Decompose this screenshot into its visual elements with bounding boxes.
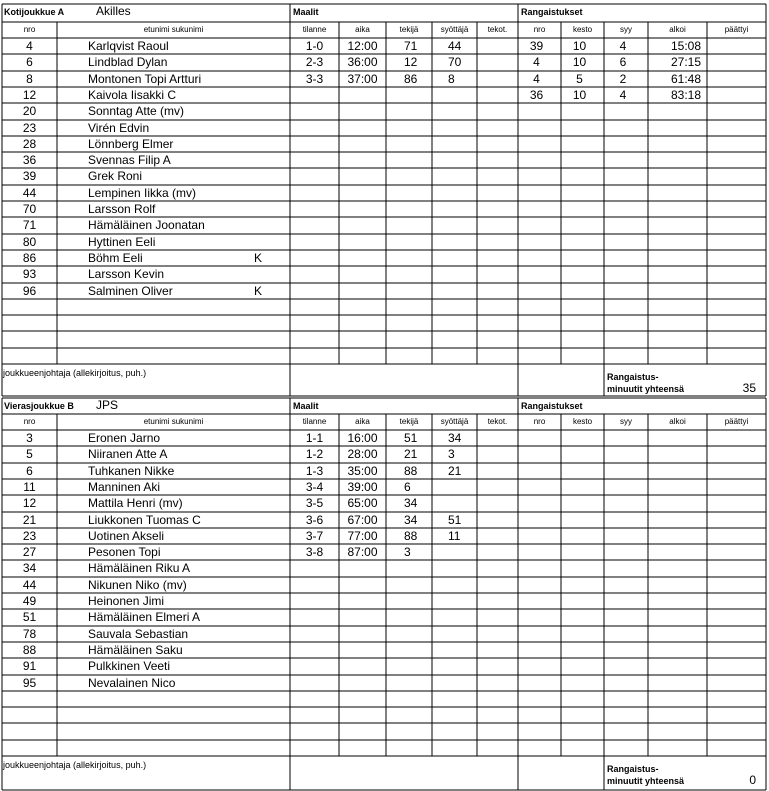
team-leader-signature-label: joukkueenjohtaja (allekirjoitus, puh.) (3, 760, 147, 770)
col-header-goal: syöttäjä (440, 25, 469, 34)
player-number: 71 (22, 218, 37, 232)
player-number: 96 (22, 284, 37, 298)
col-header-goal: tekijä (399, 25, 419, 34)
goal-tilanne: 2-3 (305, 55, 324, 69)
player-name: Uotinen Akseli (88, 529, 165, 543)
penalty-nro: 4 (533, 55, 540, 69)
col-header-penalty: kesto (572, 25, 593, 34)
player-number: 49 (22, 594, 37, 608)
player-name: Hämäläinen Joonatan (88, 218, 205, 232)
penalty-kesto: 10 (572, 39, 587, 53)
col-header-penalty: alkoi (669, 417, 686, 426)
penalty-minutes-total: 0 (749, 773, 756, 787)
goal-tilanne: 3-4 (305, 480, 324, 494)
goal-tilanne: 1-2 (305, 447, 324, 461)
player-number: 12 (22, 496, 37, 510)
goal-aika: 37:00 (347, 72, 378, 86)
goal-tekija: 71 (404, 39, 418, 53)
goal-tekija: 34 (404, 513, 418, 527)
player-number: 6 (26, 55, 33, 69)
player-name: Salminen Oliver (88, 284, 173, 298)
goal-aika: 87:00 (347, 545, 378, 559)
goal-tekija: 12 (404, 55, 418, 69)
col-header-goal: aika (355, 25, 370, 34)
goal-syottaja: 44 (448, 39, 462, 53)
player-name: Lindblad Dylan (88, 55, 168, 69)
col-header-penalty: päättyi (724, 417, 749, 426)
penalty-nro: 36 (529, 88, 544, 102)
penalty-syy: 6 (619, 55, 627, 69)
player-name: Larsson Rolf (88, 202, 156, 216)
goal-syottaja: 21 (448, 464, 462, 478)
col-header-penalty: kesto (572, 417, 593, 426)
player-number: 28 (22, 137, 37, 151)
player-number: 11 (23, 480, 36, 494)
penalty-minutes-total: 35 (742, 381, 756, 395)
goal-aika: 67:00 (347, 513, 378, 527)
penalty-minutes-label: minuutit yhteensä (607, 384, 685, 394)
player-name: Lempinen Iikka (mv) (88, 186, 197, 200)
penalty-kesto: 10 (572, 55, 587, 69)
player-number: 34 (22, 561, 37, 575)
goal-tilanne: 1-1 (305, 431, 324, 445)
player-number: 91 (22, 659, 37, 673)
col-header-penalty: päättyi (724, 25, 749, 34)
team-leader-signature-label: joukkueenjohtaja (allekirjoitus, puh.) (3, 368, 147, 378)
player-number: 80 (22, 235, 37, 249)
penalty-alkoi: 27:15 (670, 55, 701, 69)
player-number: 39 (22, 169, 37, 183)
goals-title: Maalit (293, 7, 319, 17)
goal-syottaja: 3 (448, 447, 455, 461)
goal-aika: 77:00 (347, 529, 378, 543)
col-header-goal: tekot. (487, 25, 508, 34)
player-number: 95 (22, 676, 37, 690)
col-header-goal: syöttäjä (440, 417, 469, 426)
player-name: Pulkkinen Veeti (88, 659, 171, 673)
penalties-title: Rangaistukset (521, 401, 583, 411)
goal-tilanne: 3-6 (305, 513, 324, 527)
goal-syottaja: 11 (448, 529, 461, 543)
player-number: 36 (22, 153, 37, 167)
col-header-nro: nro (23, 25, 36, 34)
goal-tekija: 51 (404, 431, 418, 445)
player-number: 23 (22, 121, 37, 135)
goal-syottaja: 34 (448, 431, 462, 445)
goal-tilanne: 3-3 (305, 72, 324, 86)
player-number: 86 (22, 251, 37, 265)
penalty-alkoi: 83:18 (670, 88, 701, 102)
player-number: 78 (22, 627, 37, 641)
goal-aika: 36:00 (347, 55, 378, 69)
goal-aika: 28:00 (347, 447, 378, 461)
col-header-goal: aika (355, 417, 370, 426)
player-name: Larsson Kevin (88, 267, 165, 281)
goal-aika: 35:00 (347, 464, 378, 478)
player-role: K (254, 284, 263, 298)
player-name: Heinonen Jimi (88, 594, 165, 608)
goal-syottaja: 8 (448, 72, 455, 86)
player-number: 8 (26, 72, 33, 86)
player-name: Tuhkanen Nikke (88, 464, 175, 478)
goal-tekija: 3 (404, 545, 411, 559)
penalty-kesto: 10 (572, 88, 587, 102)
player-number: 20 (22, 104, 37, 118)
team-label: Kotijoukkue A (4, 7, 65, 17)
player-name: Nevalainen Nico (88, 676, 176, 690)
player-name: Mattila Henri (mv) (88, 496, 183, 510)
penalty-minutes-label: minuutit yhteensä (607, 776, 685, 786)
col-header-name: etunimi sukunimi (143, 25, 204, 34)
player-name: Grek Roni (88, 169, 143, 183)
goal-tilanne: 3-7 (305, 529, 324, 543)
goal-tekija: 88 (404, 464, 418, 478)
penalty-minutes-label: Rangaistus- (607, 372, 659, 382)
goal-syottaja: 51 (448, 513, 462, 527)
player-number: 12 (22, 88, 37, 102)
penalties-title: Rangaistukset (521, 7, 583, 17)
player-number: 6 (26, 464, 33, 478)
player-name: Nikunen Niko (mv) (88, 578, 187, 592)
player-name: Hämäläinen Saku (88, 643, 183, 657)
player-name: Sauvala Sebastian (88, 627, 189, 641)
team-label: Vierasjoukkue B (4, 401, 74, 411)
player-name: Montonen Topi Artturi (88, 72, 202, 86)
goal-aika: 65:00 (347, 496, 378, 510)
player-number: 44 (22, 578, 37, 592)
player-number: 23 (22, 529, 37, 543)
player-name: Lönnberg Elmer (88, 137, 174, 151)
col-header-goal: tilanne (302, 25, 327, 34)
penalty-kesto: 5 (576, 72, 583, 86)
player-number: 88 (22, 643, 37, 657)
player-name: Hämäläinen Riku A (88, 561, 191, 575)
penalty-alkoi: 15:08 (670, 39, 701, 53)
player-name: Manninen Aki (88, 480, 161, 494)
goal-tilanne: 1-3 (305, 464, 324, 478)
penalty-alkoi: 61:48 (670, 72, 701, 86)
penalty-nro: 4 (533, 72, 540, 86)
player-name: Svennas Filip A (88, 153, 171, 167)
goal-tilanne: 1-0 (305, 39, 324, 53)
col-header-goal: tekijä (399, 417, 419, 426)
player-number: 93 (22, 267, 37, 281)
player-name: Kaivola Iisakki C (88, 88, 177, 102)
player-name: Sonntag Atte (mv) (88, 104, 185, 118)
col-header-penalty: nro (533, 25, 546, 34)
penalty-syy: 4 (619, 88, 627, 102)
col-header-penalty: nro (533, 417, 546, 426)
goal-tekija: 86 (404, 72, 418, 86)
player-name: Eronen Jarno (88, 431, 161, 445)
goal-tekija: 34 (404, 496, 418, 510)
goal-tekija: 88 (404, 529, 418, 543)
penalty-syy: 2 (619, 72, 627, 86)
player-number: 70 (22, 202, 37, 216)
player-name: Hyttinen Eeli (88, 235, 156, 249)
penalty-nro: 39 (529, 39, 544, 53)
player-number: 51 (22, 610, 37, 624)
penalty-syy: 4 (619, 39, 627, 53)
player-number: 21 (22, 513, 37, 527)
goal-tekija: 6 (404, 480, 411, 494)
col-header-goal: tekot. (487, 417, 508, 426)
player-name: Liukkonen Tuomas C (88, 513, 201, 527)
player-number: 3 (26, 431, 33, 445)
col-header-penalty: syy (620, 25, 632, 34)
col-header-name: etunimi sukunimi (143, 417, 204, 426)
player-name: Niiranen Atte A (88, 447, 168, 461)
col-header-nro: nro (23, 417, 36, 426)
player-name: Pesonen Topi (88, 545, 161, 559)
goal-syottaja: 70 (448, 55, 462, 69)
goal-tilanne: 3-5 (305, 496, 324, 510)
team-name: JPS (96, 398, 119, 412)
player-name: Hämäläinen Elmeri A (88, 610, 201, 624)
goals-title: Maalit (293, 401, 319, 411)
goal-aika: 12:00 (347, 39, 378, 53)
player-role: K (254, 251, 263, 265)
penalty-minutes-label: Rangaistus- (607, 764, 659, 774)
player-name: Böhm Eeli (88, 251, 143, 265)
player-name: Karlqvist Raoul (88, 39, 169, 53)
player-number: 44 (22, 186, 37, 200)
goal-tekija: 21 (404, 447, 418, 461)
col-header-penalty: alkoi (669, 25, 686, 34)
col-header-goal: tilanne (302, 417, 327, 426)
goal-tilanne: 3-8 (305, 545, 324, 559)
player-name: Virén Edvin (88, 121, 150, 135)
player-number: 5 (26, 447, 33, 461)
col-header-penalty: syy (620, 417, 632, 426)
goal-aika: 16:00 (347, 431, 378, 445)
player-number: 27 (22, 545, 37, 559)
player-number: 4 (26, 39, 33, 53)
goal-aika: 39:00 (347, 480, 378, 494)
team-name: Akilles (96, 4, 131, 18)
